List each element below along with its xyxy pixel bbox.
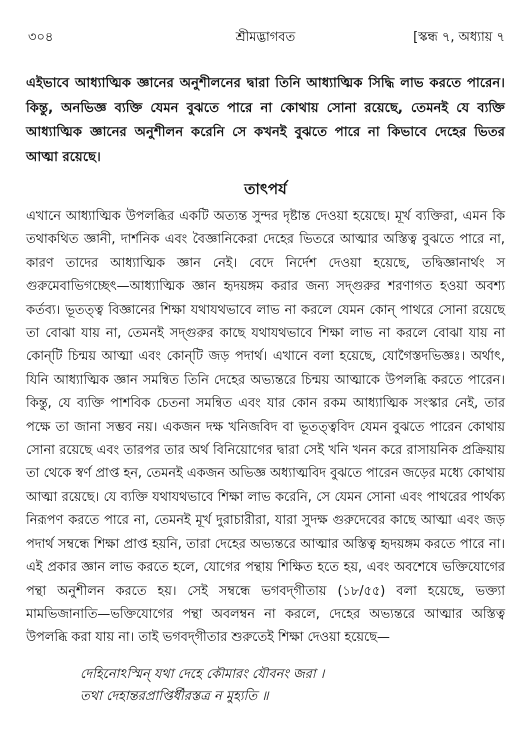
- purport-heading: তাৎপর্য: [244, 180, 287, 198]
- quote-line: তথা দেহান্তরপ্রাপ্তির্ধীরস্তত্র ন মুহ্যতি ॥: [80, 689, 269, 704]
- page-number: ৩০৪: [28, 30, 54, 45]
- book-title: শ্রীমদ্ভাগবত: [235, 30, 296, 45]
- gita-quote: [80, 664, 505, 708]
- quote-line: দেহিনোঽস্মিন্ যথা দেহে কৌমারং যৌবনং জরা ।: [80, 667, 325, 682]
- verse-translation: এইভাবে আধ্যাত্মিক জ্ঞানের অনুশীলনের দ্বারা তিনি আধ্যাত্মিক সিদ্ধি লাভ করতে পারেন। কিন্তু, অনভিজ্ঞ ব্যক্তি যেমন বুঝতে পারে না কোথায় সোনা রয়েছে, তেমনই যে ব্যক্তি আধ্যাত্মিক জ্ঞানের অনুশীলন করেনি সে কখনই বুঝতে পারে না কিভাবে দেহের ভিতর আত্মা রয়েছে।: [26, 76, 505, 165]
- section-reference: [স্কন্ধ ৭, অধ্যায় ৭: [413, 30, 505, 45]
- purport-paragraph: এখানে আধ্যাত্মিক উপলব্ধির একটি অত্যন্ত সুন্দর দৃষ্টান্ত দেওয়া হয়েছে। মূর্খ ব্যক্তিরা, এমন কি তথাকথিত জ্ঞানী, দার্শনিক এবং বৈজ্ঞানিকেরা দেহের ভিতরে আত্মার অস্তিত্ব বুঝতে পারে না, কারণ তাদের আধ্যাত্মিক জ্ঞান নেই। বেদে নির্দেশ দেওয়া হয়েছে, তদ্বিজ্ঞানার্থং স গুরুমেবাভিগচ্ছেৎ—আধ্যাত্মিক জ্ঞান হৃদয়ঙ্গম করার জন্য সদ্গুরুর শরণাগত হওয়া অবশ্য কর্তব্য। ভূতত্ত্ব বিজ্ঞানের শিক্ষা যথাযথভাবে লাভ না করলে যেমন কোন্ পাথরে সোনা রয়েছে তা বোঝা যায় না, তেমনই সদ্গুরুর কাছে যথাযথভাবে শিক্ষা লাভ না করলে বোঝা যায় না কোন্‌টি চিন্ময় আত্মা এবং কোন্‌টি জড় পদার্থ। এখানে বলা হয়েছে, যোগৈস্তদভিজ্ঞঃ। অর্থাৎ, যিনি আধ্যাত্মিক জ্ঞান সমন্বিত তিনি দেহের অভ্যন্তরে চিন্ময় আত্মাকে উপলব্ধি করতে পারেন। কিন্তু, যে ব্যক্তি পাশবিক চেতনা সমন্বিত এবং যার কোন রকম আধ্যাত্মিক সংস্কার নেই, তার পক্ষে তা জানা সম্ভব নয়। একজন দক্ষ খনিজবিদ বা ভূতত্ত্ববিদ যেমন বুঝতে পারেন কোথায় সোনা রয়েছে এবং তারপর তার অর্থ বিনিয়োগের দ্বারা সেই খনি খনন করে রাসায়নিক প্রক্রিয়ায় তা থেকে স্বর্ণ প্রাপ্ত হন, তেমনই একজন অভিজ্ঞ অধ্যাত্মবিদ বুঝতে পারেন জড়ের মধ্যে কোথায় আত্মা রয়েছে। যে ব্যক্তি যথাযথভাবে শিক্ষা লাভ করেনি, সে যেমন সোনা এবং পাথরের পার্থক্য নিরূপণ করতে পারে না, তেমনই মূর্খ দুরাচারীরা, যারা সুদক্ষ গুরুদেবের কাছে আত্মা এবং জড় পদার্থ সম্বন্ধে শিক্ষা প্রাপ্ত হয়নি, তারা দেহের অভ্যন্তরে আত্মার অস্তিত্ব হৃদয়ঙ্গম করতে পারে না। এই প্রকার জ্ঞান লাভ করতে হলে, যোগের পন্থায় শিক্ষিত হতে হয়, এবং অবশেষে ভক্তিযোগের পন্থা অনুশীলন করতে হয়। সেই সম্বন্ধে ভগবদ্‌গীতায় (১৮/৫৫) বলা হয়েছে, ভক্ত্যা মামভিজানাতি—ভক্তিযোগের পন্থা অবলম্বন না করলে, দেহের অভ্যন্তরে আত্মার অস্তিত্ব উপলব্ধি করা যায় না। তাই ভগবদ্‌গীতার শুরুতেই শিক্ষা দেওয়া হয়েছে—: [26, 209, 505, 646]
- page-header: [26, 28, 505, 48]
- purport-body: [26, 205, 505, 650]
